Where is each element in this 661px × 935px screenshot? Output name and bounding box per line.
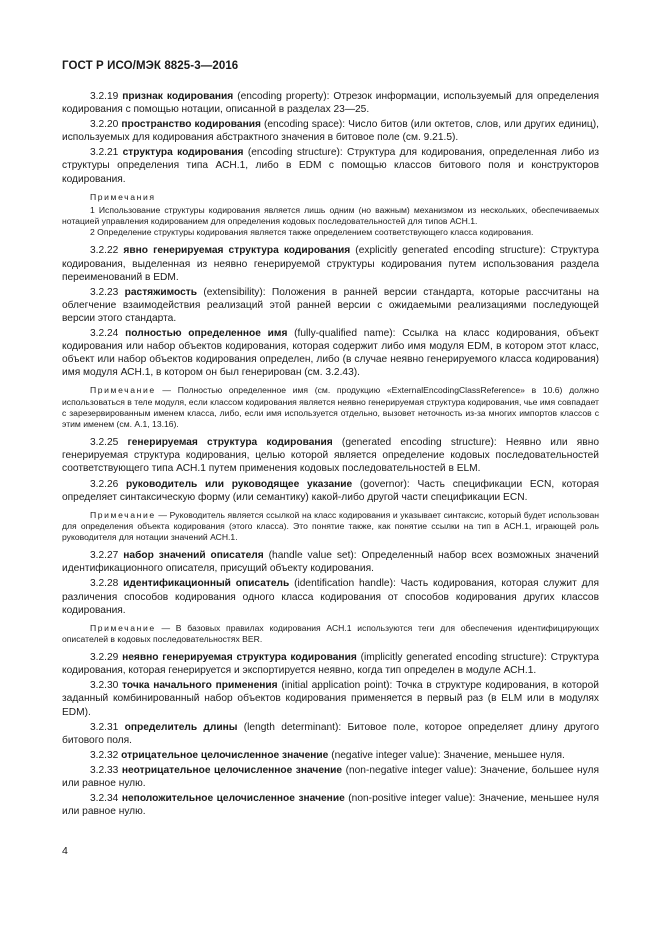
def-text: (initial application point): Точка в структуре кодирования, в которой заданный комбинированный набор объектов кодирования применяется в первый раз (в ELM или в модулях EDM). [62,680,599,718]
def-number: 3.2.22 [90,245,119,257]
definition-3-2-28 [62,577,599,616]
definition-3-2-32 [62,749,599,762]
definition-3-2-24 [62,327,599,379]
def-number: 3.2.34 [90,793,119,805]
def-number: 3.2.30 [90,680,119,692]
def-number: 3.2.33 [90,764,119,776]
def-number: 3.2.28 [90,578,119,590]
note-item-2: 2 Определение структуры кодирования является также определением соответствующего класса кодирования. [90,227,534,238]
def-text: (handle value set): Определенный набор всех возможных значений идентификационного описателя, присущий объекту кодирования. [62,550,599,575]
definition-3-2-23 [62,286,599,325]
def-text: (extensibility): Положения в ранней версии стандарта, которые рассчитаны на облегчение взаимодействия реализаций этой ранней версии с ожидаемыми реализациями последующей версии этого стандарта. [62,286,599,324]
def-term: пространство кодирования [121,119,261,131]
definition-3-2-34 [62,792,599,818]
def-text: (governor): Часть спецификации ECN, которая определяет синтаксическую форму (или семантику) какой-либо другой части спецификации ECN. [62,478,599,503]
def-term: структура кодирования [122,147,244,159]
definition-3-2-25 [62,436,599,475]
def-term: отрицательное целочисленное значение [121,749,329,761]
def-number: 3.2.31 [90,721,119,733]
definition-3-2-27 [62,549,599,575]
definition-3-2-30 [62,679,599,718]
note-label: Примечание [90,622,156,633]
def-number: 3.2.26 [90,478,119,490]
definition-3-2-21 [62,146,599,185]
def-number: 3.2.20 [90,119,119,131]
definition-3-2-26 [62,478,599,504]
def-term: явно генерируемая структура кодирования [123,245,351,257]
def-number: 3.2.29 [90,652,119,664]
def-text: (length determinant): Битовое поле, которое определяет длину другого битового поля. [62,721,599,746]
definition-3-2-33 [62,764,599,790]
def-text: (implicitly generated encoding structure): Структура кодирования, которая генерируется и экспортируется неявно, когда тип определен в модуле АСН.1. [62,652,599,677]
def-text: (non-negative integer value): Значение, большее нуля или равное нулю. [62,764,599,790]
def-text: (explicitly generated encoding structure): Структура кодирования, выделенная из неявно генерируемой структуры кодирования путем использования раздела переименований в EDM. [62,245,599,283]
def-number: 3.2.24 [90,328,119,340]
def-text: (negative integer value): Значение, меньшее нуля. [331,749,565,761]
def-number: 3.2.23 [90,286,119,298]
notes-heading: Примечания [90,191,156,202]
definition-3-2-29 [62,651,599,677]
def-text: (encoding space): Число битов (или октетов, слов, или других единиц), используемых для кодирования абстрактного значения в битовое поле (см. 9.21.5). [62,119,599,144]
definition-3-2-20 [62,118,599,144]
def-term: неположительное целочисленное значение [121,793,345,805]
def-number: 3.2.21 [90,147,119,159]
def-term: признак кодирования [122,91,234,102]
def-number: 3.2.25 [90,437,119,449]
def-term: неявно генерируемая структура кодирования [122,652,357,664]
note-governor [62,510,599,544]
def-term: генерируемая структура кодирования [127,437,333,449]
def-term: руководитель или руководящее указание [126,478,353,490]
def-term: определитель длины [124,721,238,733]
def-term: точка начального применения [122,680,278,692]
def-number: 3.2.32 [90,749,119,761]
note-label: Примечание [90,385,156,396]
def-number: 3.2.19 [90,91,119,102]
note-label: Примечание [90,509,156,520]
def-term: идентификационный описатель [123,578,290,590]
def-text: (generated encoding structure): Неявно или явно генерируемая структура кодирования, целью которой является определение кодовых последовательностей соответствующего типа АСН.1 путем применения кодовых последовательностей в ELM. [62,437,599,475]
note-text: — Руководитель является ссылкой на класс кодирования и указывает синтаксис, который будет использован для определения объекта кодирования (этого класса). Это понятие также, как понятие ссылки на тип в АСН.1, играющей роль руководителя для нотации значений АСН.1. [62,509,599,543]
page-number: 4 [62,845,68,857]
def-text: (non-positive integer value): Значение, меньшее нуля или равное нулю. [62,793,599,818]
note-text: — В базовых правилах кодирования АСН.1 используются теги для обеспечения идентифицирующих описателей в кодовых последовательностях BER. [62,622,599,644]
def-term: полностью определенное имя [125,328,288,340]
def-text: (encoding structure): Структура для кодирования, определенная либо из структуры определения типа АСН.1, либо в EDM с помощью классов битового поля и конструкторов кодирования. [62,147,599,185]
note-fully-qualified-name [62,385,599,430]
document-body [62,90,599,820]
def-number: 3.2.27 [90,550,119,562]
standard-header: ГОСТ Р ИСО/МЭК 8825-3—2016 [62,60,239,72]
def-term: набор значений описателя [123,550,264,562]
definition-3-2-19 [62,90,599,116]
def-text: (fully-qualified name): Ссылка на класс кодирования, объект кодирования или набор объектов кодирования, которая содержит либо имя модуля EDM, в котором этот класс, объект или набор объектов кодирования определен, либо (в случае неявно генерируемого класса кодирования) имя модуля АСН.1, в котором он был генерирован (см. 3.2.43). [62,328,599,379]
note-text: — Полностью определенное имя (см. продукцию «ExternalEncodingClassReference» в 10.6) должно использоваться в теле модуля, если классом кодирования является неявно генерируемая структура кодирования, чье имя совпадает с зарезервированным именем класса, либо, если имя используется отдельно, вызовет неточность из-за многих импортов классов с этим именем (см. А.1, 13.16). [62,385,599,430]
note-item-1: 1 Использование структуры кодирования является лишь одним (но важным) механизмом из нескольких, обеспечиваемых нотацией управления кодированием для определения кодовых последовательностей для типов АСН.1. [62,204,599,227]
def-text: (identification handle): Часть кодирования, которая служит для различения способов кодирования одного класса кодирования от способов кодирования других классов кодирования. [62,578,599,616]
def-text: (encoding property): Отрезок информации, используемый для определения кодирования с помощью нотации, описанной в разделах 23—25. [62,91,599,116]
definition-3-2-31 [62,721,599,747]
def-term: неотрицательное целочисленное значение [121,764,343,776]
def-term: растяжимость [124,286,198,298]
definition-3-2-22 [62,244,599,283]
note-identification-handle [62,623,599,645]
notes-block-1 [62,192,599,239]
